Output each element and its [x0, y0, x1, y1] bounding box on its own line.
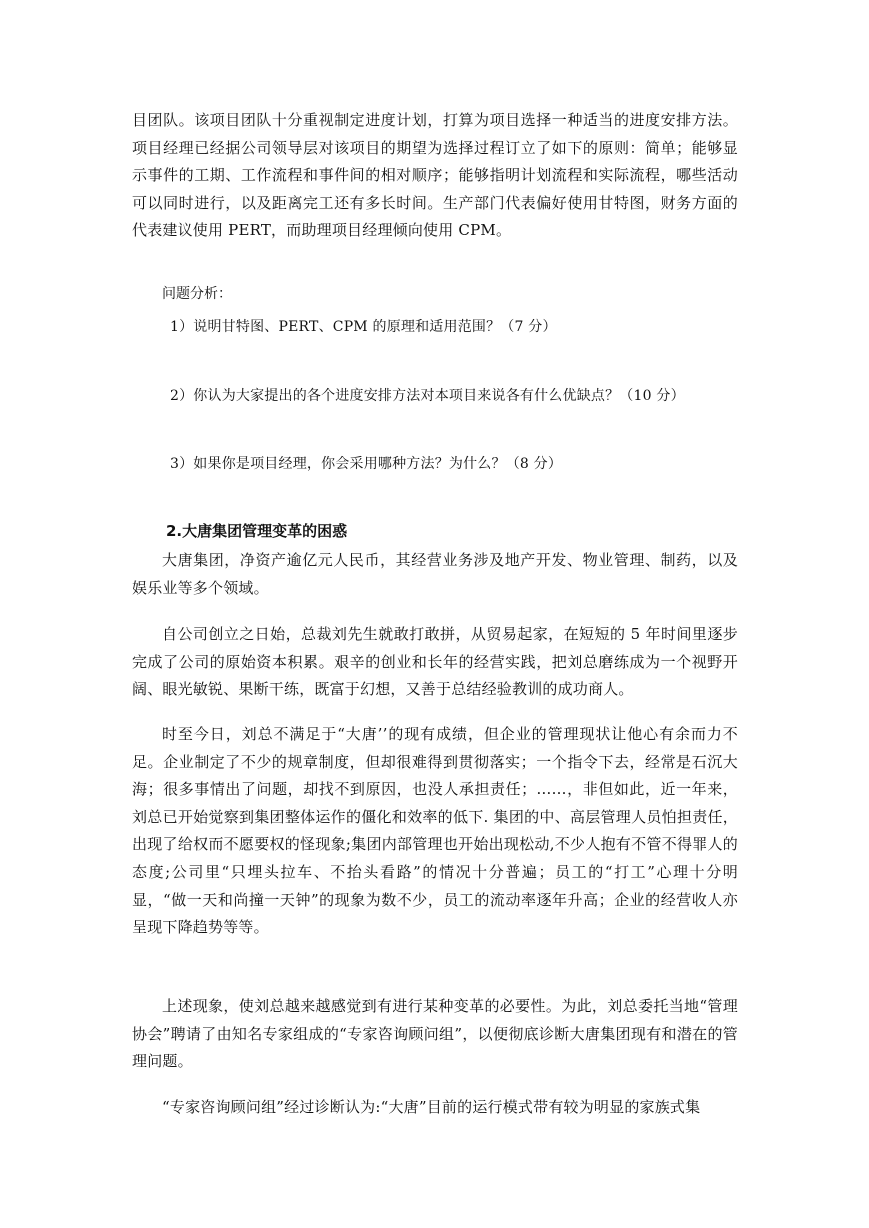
analysis-label: 问题分析： [162, 286, 232, 302]
intro-paragraph: 目团队。该项目团队十分重视制定进度计划，打算为项目选择一种适当的进度安排方法。项目经理已经据公司领导层对该项目的期望为选择过程订立了如下的原则：简单；能够显示事件的工期、工作流程和事件间的相对顺序；能够指明计划流程和实际流程，哪些活动可以同时进行，以及距离完工还有多长时间。生产部门代表偏好使用甘特图，财务方面的代表建议使用 PERT，而助理项目经理倾向使用 CPM。 [132, 111, 738, 240]
paragraph-2: 自公司创立之日始，总裁刘先生就敢打敢拼，从贸易起家，在短短的 5 年时间里逐步完成了公司的原始资本积累。艰辛的创业和长年的经营实践，把刘总磨练成为一个视野开阔、眼光敏锐、果断干练，既富于幻想，又善于总结经验教训的成功商人。 [132, 625, 738, 699]
question-1: 1）说明甘特图、PERT、CPM 的原理和适用范围？（7 分） [170, 319, 557, 335]
paragraph-4: 上述现象，使刘总越来越感觉到有进行某种变革的必要性。为此，刘总委托当地“管理协会”聘请了由知名专家组成的“专家咨询顾问组”，以便彻底诊断大唐集团现有和潜在的管理问题。 [132, 997, 738, 1071]
paragraph-3: 时至今日，刘总不满足于“大唐’’的现有成绩，但企业的管理现状让他心有余而力不足。企业制定了不少的规章制度，但却很难得到贯彻落实；一个指令下去，经常是石沉大海；很多事情出了问题，却找不到原因，也没人承担责任；……，非但如此，近一年来，刘总已开始觉察到集团整体运作的僵化和效率的低下. 集团的中、高层管理人员怕担责任，出现了给权而不愿要权的怪现象;集团内部管理也开始出现松动,不少人抱有不管不得罪人的态度;公司里“只埋头拉车、不抬头看路”的情况十分普遍；员工的“打工”心理十分明显，“做一天和尚撞一天钟”的现象为数不少，员工的流动率逐年升高；企业的经营收人亦呈现下降趋势等等。 [132, 725, 738, 937]
paragraph-5: “专家咨询顾问组”经过诊断认为:“大唐”目前的运行模式带有较为明显的家族式集 [162, 1098, 701, 1116]
question-2: 2）你认为大家提出的各个进度安排方法对本项目来说各有什么优缺点？（10 分） [170, 388, 685, 404]
paragraph-1: 大唐集团，净资产逾亿元人民币，其经营业务涉及地产开发、物业管理、制药，以及娱乐业等多个领域。 [132, 551, 738, 597]
section-heading: 2.大唐集团管理变革的困惑 [166, 522, 348, 540]
question-3: 3）如果你是项目经理，你会采用哪种方法？为什么？（8 分） [170, 456, 563, 472]
